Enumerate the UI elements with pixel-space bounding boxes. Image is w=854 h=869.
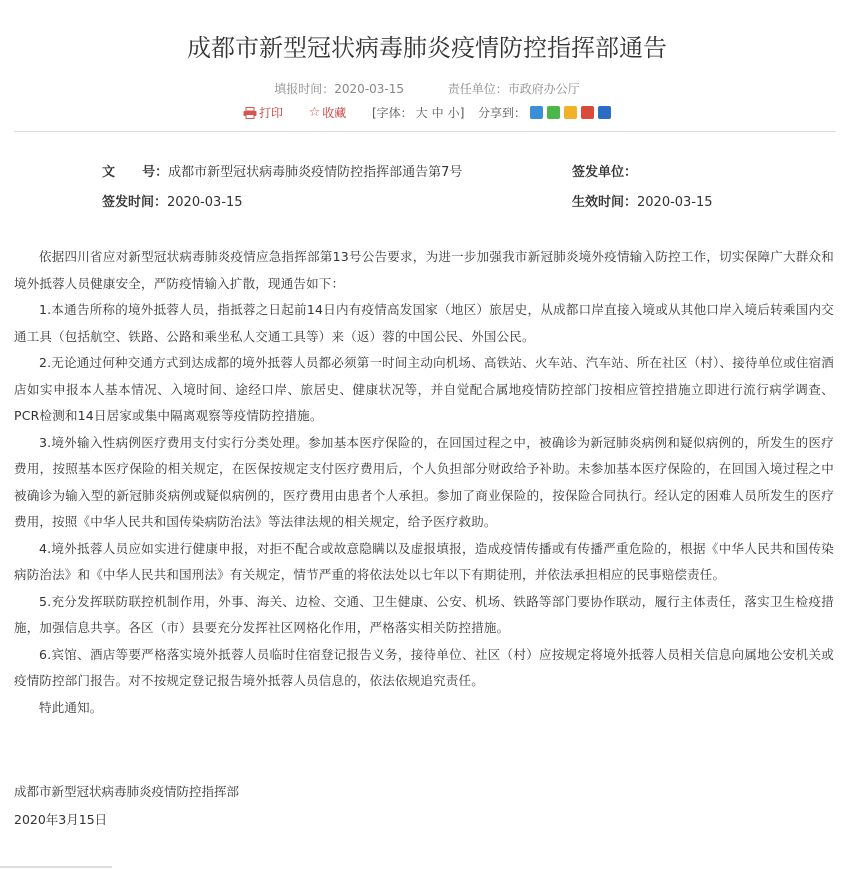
share-star-icon[interactable] — [564, 106, 577, 119]
font-size-control — [372, 104, 464, 121]
font-small-button[interactable]: 小 — [447, 106, 460, 120]
issue-date: 2020-03-15 — [167, 195, 243, 210]
share-renren-icon[interactable] — [598, 106, 611, 119]
paragraph-1: 1.本通告所称的境外抵蓉人员，指抵蓉之日起前14日内有疫情高发国家（地区）旅居史，从成都口岸直接入境或从其他口岸入境后转乘国内交通工具（包括航空、铁路、公路和乘坐私人交通工具等）来（返）蓉的中国公民、外国公民。 — [14, 302, 834, 344]
font-open: [字体： — [371, 106, 413, 120]
font-close: ] — [459, 105, 465, 120]
paragraph-3: 3.境外输入性病例医疗费用支付实行分类处理。参加基本医疗保险的，在回国过程之中，被确诊为新冠肺炎病例和疑似病例的，所发生的医疗费用，按照基本医疗保险的相关规定，在医保按规定支付医疗费用后，个人负担部分财政给予补助。未参加基本医疗保险的，在回国入境过程之中被确诊为输入型的新冠肺炎病例或疑似病例的，医疗费用由患者个人承担。参加了商业保险的，按保险合同执行。经认定的困难人员所发生的医疗费用，按照《中华人民共和国传染病防治法》等法律法规的相关规定，给予医疗救助。 — [14, 434, 834, 529]
paragraph-4: 4.境外抵蓉人员应如实进行健康申报，对拒不配合或故意隐瞒以及虚报填报，造成疫情传播或有传播严重危险的，根据《中华人民共和国传染病防治法》和《中华人民共和国刑法》有关规定，情节严重的将依法处以七年以下有期徒刑，并依法承担相应的民事赔偿责任。 — [14, 540, 834, 582]
header-divider — [14, 131, 836, 132]
page-title: 成都市新型冠状病毒肺炎疫情防控指挥部通告 — [187, 34, 667, 62]
paragraph-closing: 特此通知。 — [39, 699, 103, 715]
footer-divider — [0, 866, 112, 868]
print-button[interactable] — [243, 104, 283, 121]
favorite-button[interactable] — [309, 104, 347, 121]
share-bar — [478, 104, 611, 121]
issuer-field — [572, 161, 637, 180]
font-medium-button[interactable]: 中 — [431, 106, 444, 120]
issue-date-label: 签发时间： — [102, 195, 168, 210]
doc-number: 成都市新型冠状病毒肺炎疫情防控指挥部通告第7号 — [168, 165, 463, 180]
responsible-unit: 市政府办公厅 — [507, 82, 580, 96]
share-weibo-icon[interactable] — [581, 106, 594, 119]
font-large-button[interactable]: 大 — [415, 106, 428, 120]
share-qzone-icon[interactable] — [530, 106, 543, 119]
toolbar — [0, 104, 854, 121]
issuer-label: 签发单位： — [572, 165, 638, 180]
fill-date: 2020-03-15 — [334, 82, 405, 96]
issue-date-field — [102, 191, 243, 210]
share-wechat-icon[interactable] — [547, 106, 560, 119]
paragraph-intro: 依据四川省应对新型冠状病毒肺炎疫情应急指挥部第13号公告要求，为进一步加强我市新冠肺炎境外疫情输入防控工作，切实保障广大群众和境外抵蓉人员健康安全，严防疫情输入扩散，现通告如下： — [14, 249, 834, 291]
unit-label: 责任单位： — [447, 82, 508, 96]
doc-number-label: 文 号： — [102, 165, 169, 180]
paragraph-2: 2.无论通过何种交通方式到达成都的境外抵蓉人员都必须第一时间主动向机场、高铁站、火车站、汽车站、所在社区（村）、接待单位或住宿酒店如实申报本人基本情况、入境时间、途经口岸、旅居史、健康状况等，并自觉配合属地疫情防控部门按相应管控措施立即进行流行病学调查、PCR检测和14日居家或集中隔离观察等疫情防控措施。 — [14, 355, 834, 423]
effective-date-field — [572, 191, 713, 210]
meta-bar — [0, 80, 854, 97]
star-icon: ☆ — [308, 105, 321, 120]
print-label: 打印 — [258, 106, 283, 120]
doc-number-field — [102, 161, 462, 180]
favorite-label: 收藏 — [322, 106, 347, 120]
paragraph-6: 6.宾馆、酒店等要严格落实境外抵蓉人员临时住宿登记报告义务，接待单位、社区（村）应按规定将境外抵蓉人员相关信息向属地公安机关或疫情防控部门报告。对不按规定登记报告境外抵蓉人员信息的，依法依规追究责任。 — [14, 646, 834, 688]
effective-date: 2020-03-15 — [637, 195, 713, 210]
share-label: 分享到： — [478, 106, 527, 120]
signature-date: 2020年3月15日 — [14, 812, 108, 827]
date-label: 填报时间： — [274, 82, 335, 96]
paragraph-5: 5.充分发挥联防联控机制作用，外事、海关、边检、交通、卫生健康、公安、机场、铁路等部门要协作联动，履行主体责任，落实卫生检疫措施，加强信息共享。各区（市）县要充分发挥社区网格化作用，严格落实相关防控措施。 — [14, 593, 834, 635]
notice-body — [14, 244, 834, 721]
signature-org: 成都市新型冠状病毒肺炎疫情防控指挥部 — [14, 784, 240, 799]
effective-date-label: 生效时间： — [572, 195, 638, 210]
printer-icon — [243, 107, 257, 119]
